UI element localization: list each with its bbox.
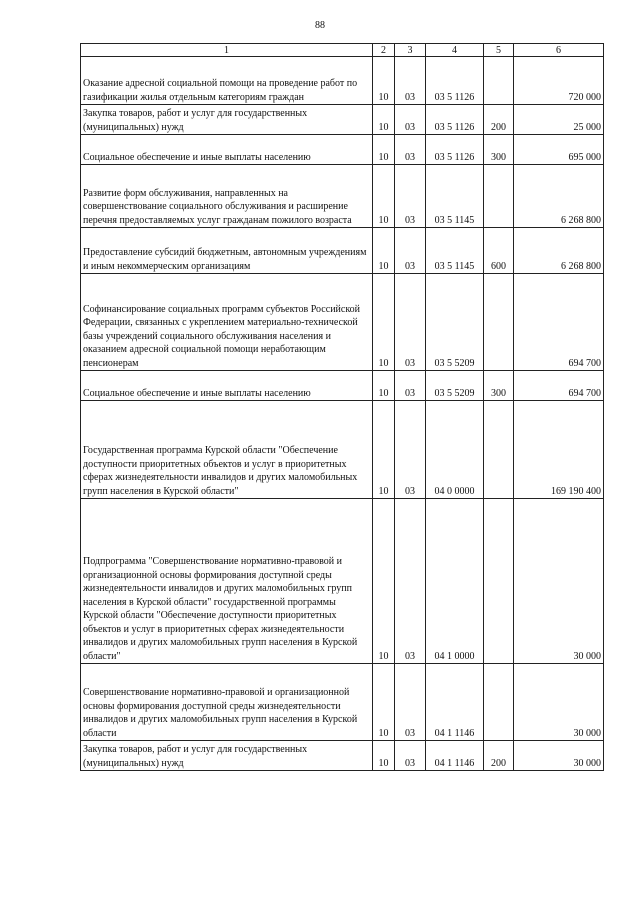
col-header-3: 3: [395, 44, 426, 57]
row-subsection: 03: [395, 165, 426, 228]
row-section: 10: [373, 228, 395, 274]
row-name-text: Закупка товаров, работ и услуг для государственных (муниципальных) нужд: [83, 744, 308, 769]
row-section: 10: [373, 105, 395, 135]
col-header-6: 6: [514, 44, 604, 57]
row-amount: 30 000: [514, 499, 604, 664]
row-name: [81, 135, 373, 165]
row-expense-type: [484, 499, 514, 664]
row-name-text: Закупка товаров, работ и услуг для государственных (муниципальных) нужд: [83, 108, 308, 133]
row-name-text: Совершенствование нормативно-правовой и организационной основы формирования доступной среды жизнедеятельности инвалидов и других маломобильных групп населения в Курской области: [83, 687, 358, 739]
table-row: [81, 274, 604, 371]
row-name: [81, 741, 373, 771]
row-section: 10: [373, 135, 395, 165]
row-target-article: 04 1 1146: [426, 664, 484, 741]
row-amount: 695 000: [514, 135, 604, 165]
row-subsection: 03: [395, 664, 426, 741]
row-name-text: Государственная программа Курской области "Обеспечение доступности приоритетных объектов и услуг в приоритетных сферах жизнедеятельности инвалидов и других маломобильных групп населения в Курской области": [83, 445, 358, 497]
row-expense-type: [484, 165, 514, 228]
row-target-article: 04 0 0000: [426, 401, 484, 499]
row-target-article: 03 5 1126: [426, 57, 484, 105]
row-amount: 720 000: [514, 57, 604, 105]
row-amount: 25 000: [514, 105, 604, 135]
col-header-1: 1: [81, 44, 373, 57]
row-amount: 6 268 800: [514, 165, 604, 228]
table-row: [81, 135, 604, 165]
row-section: 10: [373, 274, 395, 371]
row-subsection: 03: [395, 135, 426, 165]
row-name: [81, 664, 373, 741]
row-subsection: 03: [395, 371, 426, 401]
header-row: [81, 44, 604, 57]
row-name-text: Предоставление субсидий бюджетным, автономным учреждениям и иным некоммерческим организациям: [83, 247, 367, 272]
row-subsection: 03: [395, 401, 426, 499]
row-amount: 694 700: [514, 371, 604, 401]
row-name: [81, 499, 373, 664]
table-row: [81, 57, 604, 105]
row-name: [81, 105, 373, 135]
budget-table: [80, 43, 604, 771]
row-name: [81, 57, 373, 105]
table-row: [81, 664, 604, 741]
row-name: [81, 165, 373, 228]
row-expense-type: [484, 401, 514, 499]
row-target-article: 03 5 5209: [426, 274, 484, 371]
row-name: [81, 228, 373, 274]
table-row: [81, 499, 604, 664]
row-subsection: 03: [395, 499, 426, 664]
table-row: [81, 741, 604, 771]
row-amount: 30 000: [514, 741, 604, 771]
row-expense-type: 200: [484, 741, 514, 771]
row-name: [81, 371, 373, 401]
row-name-text: Софинансирование социальных программ субъектов Российской Федерации, связанных с укреплением материально-технической базы учреждений социального обслуживания населения и оказанием адресной социальной помощи неработающим пенсионерам: [83, 303, 361, 369]
table-row: [81, 371, 604, 401]
row-section: 10: [373, 741, 395, 771]
col-header-2: 2: [373, 44, 395, 57]
row-target-article: 04 1 1146: [426, 741, 484, 771]
row-section: 10: [373, 371, 395, 401]
row-name: [81, 401, 373, 499]
row-section: 10: [373, 57, 395, 105]
row-section: 10: [373, 165, 395, 228]
row-subsection: 03: [395, 741, 426, 771]
table-row: [81, 401, 604, 499]
row-amount: 30 000: [514, 664, 604, 741]
table-row: [81, 165, 604, 228]
row-section: 10: [373, 499, 395, 664]
row-target-article: 03 5 5209: [426, 371, 484, 401]
col-header-4: 4: [426, 44, 484, 57]
row-name: [81, 274, 373, 371]
table-row: [81, 228, 604, 274]
row-name-text: Подпрограмма "Совершенствование нормативно-правовой и организационной основы формирования доступной среды жизнедеятельности инвалидов и других маломобильных групп населения в Курской области" государственной программы Курской области "Обеспечение доступности приоритетных объектов и услуг в приоритетных сферах жизнедеятельности инвалидов и других маломобильных групп населения в Курской области": [83, 556, 358, 662]
row-target-article: 03 5 1126: [426, 135, 484, 165]
row-expense-type: 600: [484, 228, 514, 274]
row-target-article: 03 5 1126: [426, 105, 484, 135]
row-target-article: 03 5 1145: [426, 165, 484, 228]
row-section: 10: [373, 664, 395, 741]
row-section: 10: [373, 401, 395, 499]
row-name-text: Социальное обеспечение и иные выплаты населению: [83, 151, 311, 163]
row-subsection: 03: [395, 105, 426, 135]
row-expense-type: [484, 57, 514, 105]
row-expense-type: 200: [484, 105, 514, 135]
row-amount: 6 268 800: [514, 228, 604, 274]
row-amount: 694 700: [514, 274, 604, 371]
row-subsection: 03: [395, 228, 426, 274]
row-target-article: 03 5 1145: [426, 228, 484, 274]
table-row: [81, 105, 604, 135]
row-name-text: Развитие форм обслуживания, направленных на совершенствование социального обслуживания и расширение перечня предоставляемых услуг гражданам пожилого возраста: [83, 187, 352, 226]
row-expense-type: 300: [484, 371, 514, 401]
row-target-article: 04 1 0000: [426, 499, 484, 664]
page-number: 88: [315, 20, 325, 31]
row-expense-type: [484, 274, 514, 371]
row-amount: 169 190 400: [514, 401, 604, 499]
row-name-text: Социальное обеспечение и иные выплаты населению: [83, 387, 311, 399]
row-expense-type: [484, 664, 514, 741]
row-name-text: Оказание адресной социальной помощи на проведение работ по газификации жилья отдельным категориям граждан: [83, 78, 358, 103]
col-header-5: 5: [484, 44, 514, 57]
row-subsection: 03: [395, 57, 426, 105]
row-expense-type: 300: [484, 135, 514, 165]
row-subsection: 03: [395, 274, 426, 371]
